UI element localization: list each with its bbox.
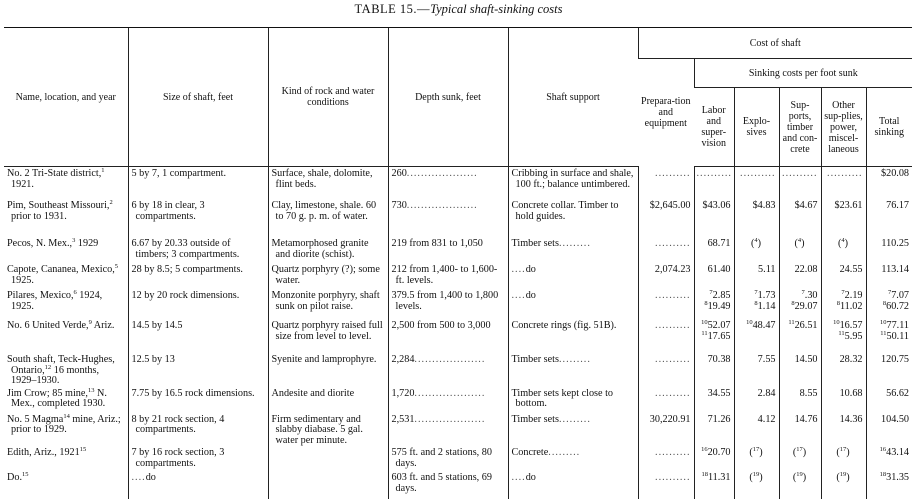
cell-supports: $^7$.30 $^8$29.07 bbox=[779, 289, 821, 319]
table-row bbox=[4, 263, 912, 289]
cell-total: 104.50 bbox=[866, 413, 912, 447]
cell-prep: 2,074.23 bbox=[638, 263, 694, 289]
cell-support: ....do bbox=[508, 289, 638, 319]
cell-size: 14.5 by 14.5 bbox=[128, 319, 268, 353]
cell-labor: 61.40 bbox=[694, 263, 734, 289]
cell-explosives: 2.84 bbox=[734, 387, 779, 413]
cell-size: ....do bbox=[128, 471, 268, 499]
table-title: TABLE 15.—Typical shaft-sinking costs bbox=[354, 2, 563, 16]
cell-depth: 2,284.................... bbox=[388, 353, 508, 387]
cell-other: ($^{19}$) bbox=[821, 471, 866, 499]
cell-support: Concrete rings (fig. 51B). bbox=[508, 319, 638, 353]
cell-prep: $2,645.00 bbox=[638, 199, 694, 237]
cell-support: Timber sets......... bbox=[508, 353, 638, 387]
cell-depth: 212 from 1,400- to 1,600-ft. levels. bbox=[388, 263, 508, 289]
cell-labor: 70.38 bbox=[694, 353, 734, 387]
cell-supports: ($^{19}$) bbox=[779, 471, 821, 499]
cell-rock bbox=[268, 446, 388, 471]
cell-name: Do.$^{15}$ bbox=[7, 471, 29, 483]
header-explosives: Explo-sives bbox=[734, 88, 779, 167]
table-row bbox=[4, 289, 912, 319]
cell-explosives: 5.11 bbox=[734, 263, 779, 289]
cell-total: 113.14 bbox=[866, 263, 912, 289]
cell-depth: 219 from 831 to 1,050 bbox=[388, 237, 508, 263]
cell-rock: Monzonite porphyry, shaft sunk on pilot raise. bbox=[268, 289, 388, 319]
cell-labor: $^7$2.85 $^8$19.49 bbox=[694, 289, 734, 319]
cell-supports: ($^{17}$) bbox=[779, 446, 821, 471]
cell-other: .......... bbox=[821, 167, 866, 200]
cell-rock: Andesite and diorite bbox=[268, 387, 388, 413]
header-other: Other sup-plies, power, miscel-laneous bbox=[821, 88, 866, 167]
table-row bbox=[4, 353, 912, 387]
cell-support: ....do bbox=[508, 263, 638, 289]
cell-labor: .......... bbox=[694, 167, 734, 200]
cell-total: $20.08 bbox=[866, 167, 912, 200]
cell-rock: Quartz porphyry (?); some water. bbox=[268, 263, 388, 289]
cell-rock: Metamorphosed granite and diorite (schist). bbox=[268, 237, 388, 263]
table-row bbox=[4, 199, 912, 237]
cell-support: ....do bbox=[508, 471, 638, 499]
table-row bbox=[4, 237, 912, 263]
cell-other: ($^{17}$) bbox=[821, 446, 866, 471]
cell-prep: .......... bbox=[638, 446, 694, 471]
cell-prep: .......... bbox=[638, 289, 694, 319]
cell-name: Pim, Southeast Missouri,$^2$ prior to 1931. bbox=[7, 199, 113, 222]
cell-prep: 30,220.91 bbox=[638, 413, 694, 447]
cell-supports: 14.76 bbox=[779, 413, 821, 447]
cell-name: No. 2 Tri-State district,$^1$ 1921. bbox=[7, 167, 105, 190]
header-cost: Cost of shaft bbox=[638, 28, 912, 59]
header-prep: Prepara-tion and equipment bbox=[641, 96, 691, 130]
table-row bbox=[4, 471, 912, 499]
cell-support: Concrete......... bbox=[508, 446, 638, 471]
table-row bbox=[4, 387, 912, 413]
cell-depth: 730.................... bbox=[388, 199, 508, 237]
cell-total: $^{18}$31.35 bbox=[866, 471, 912, 499]
header-supports: Sup-ports, timber and con-crete bbox=[779, 88, 821, 167]
cell-supports: 8.55 bbox=[779, 387, 821, 413]
cell-other: 28.32 bbox=[821, 353, 866, 387]
cell-name: Capote, Cananea, Mexico,$^5$ 1925. bbox=[7, 263, 119, 286]
cell-supports: 22.08 bbox=[779, 263, 821, 289]
cell-supports: 14.50 bbox=[779, 353, 821, 387]
cell-depth: 603 ft. and 5 stations, 69 days. bbox=[388, 471, 508, 499]
cell-labor: $^{16}$20.70 bbox=[694, 446, 734, 471]
cell-explosives: .......... bbox=[734, 167, 779, 200]
cell-other: 14.36 bbox=[821, 413, 866, 447]
shaft-cost-table bbox=[4, 27, 912, 499]
cell-total: $^7$7.07 $^8$60.72 bbox=[866, 289, 912, 319]
cell-support: Timber sets......... bbox=[508, 237, 638, 263]
cell-explosives: ($^{19}$) bbox=[734, 471, 779, 499]
cell-depth: 379.5 from 1,400 to 1,800 levels. bbox=[388, 289, 508, 319]
cell-name: No. 6 United Verde,$^9$ Ariz. bbox=[7, 319, 115, 331]
cell-size: 7.75 by 16.5 rock dimensions. bbox=[128, 387, 268, 413]
cell-total: 120.75 bbox=[866, 353, 912, 387]
cell-labor: 68.71 bbox=[694, 237, 734, 263]
cell-total: 56.62 bbox=[866, 387, 912, 413]
cell-other: ($^4$) bbox=[821, 237, 866, 263]
header-sinking: Sinking costs per foot sunk bbox=[694, 59, 912, 88]
cell-total: 76.17 bbox=[866, 199, 912, 237]
cell-size: 6 by 18 in clear, 3 compartments. bbox=[128, 199, 268, 237]
cell-prep: .......... bbox=[638, 319, 694, 353]
cell-rock: Surface, shale, dolomite, flint beds. bbox=[268, 167, 388, 200]
cell-other: $23.61 bbox=[821, 199, 866, 237]
header-depth: Depth sunk, feet bbox=[388, 28, 508, 167]
cell-prep: .......... bbox=[638, 387, 694, 413]
cell-explosives: 4.12 bbox=[734, 413, 779, 447]
cell-prep: .......... bbox=[638, 167, 694, 200]
cell-size: 6.67 by 20.33 outside of timbers; 3 compartments. bbox=[128, 237, 268, 263]
cell-rock: Syenite and lamprophyre. bbox=[268, 353, 388, 387]
cell-explosives: ($^4$) bbox=[734, 237, 779, 263]
cell-other: $^{10}$16.57 $^{11}$5.95 bbox=[821, 319, 866, 353]
cell-explosives: $^7$1.73 $^8$1.14 bbox=[734, 289, 779, 319]
cell-supports: $4.67 bbox=[779, 199, 821, 237]
header-name: Name, location, and year bbox=[4, 28, 128, 167]
header-rock: Kind of rock and water conditions bbox=[268, 28, 388, 167]
cell-supports: ($^4$) bbox=[779, 237, 821, 263]
cell-name: South shaft, Teck-Hughes, Ontario,$^{12}$ 16 months, 1929–1930. bbox=[7, 354, 115, 386]
cell-rock: Clay, limestone, shale. 60 to 70 g. p. m. of water. bbox=[268, 199, 388, 237]
cell-other: 24.55 bbox=[821, 263, 866, 289]
cell-size: 5 by 7, 1 compartment. bbox=[128, 167, 268, 200]
cell-depth: 1,720.................... bbox=[388, 387, 508, 413]
cell-labor: $43.06 bbox=[694, 199, 734, 237]
cell-depth: 575 ft. and 2 stations, 80 days. bbox=[388, 446, 508, 471]
cell-depth: 260.................... bbox=[388, 167, 508, 200]
cell-labor: 34.55 bbox=[694, 387, 734, 413]
table-row bbox=[4, 167, 912, 200]
cell-name: Edith, Ariz., 1921$^{15}$ bbox=[7, 446, 87, 458]
cell-support: Concrete collar. Timber to hold guides. bbox=[508, 199, 638, 237]
cell-support: Timber sets......... bbox=[508, 413, 638, 447]
cell-prep: .......... bbox=[638, 237, 694, 263]
cell-size: 7 by 16 rock section, 3 compartments. bbox=[128, 446, 268, 471]
cell-total: 110.25 bbox=[866, 237, 912, 263]
cell-size: 28 by 8.5; 5 compartments. bbox=[128, 263, 268, 289]
cell-explosives: $4.83 bbox=[734, 199, 779, 237]
cell-depth: 2,500 from 500 to 3,000 bbox=[388, 319, 508, 353]
table-row bbox=[4, 446, 912, 471]
cell-rock: Quartz porphyry raised full size from level to level. bbox=[268, 319, 388, 353]
cell-name: Pecos, N. Mex.,$^3$ 1929 bbox=[7, 237, 99, 249]
cell-size: 12.5 by 13 bbox=[128, 353, 268, 387]
cell-other: 10.68 bbox=[821, 387, 866, 413]
cell-prep: .......... bbox=[638, 471, 694, 499]
cell-explosives: $^{10}$48.47 bbox=[734, 319, 779, 353]
cell-size: 8 by 21 rock section, 4 compartments. bbox=[128, 413, 268, 447]
cell-total: $^{10}$77.11 $^{11}$50.11 bbox=[866, 319, 912, 353]
cell-support: Timber sets kept close to bottom. bbox=[508, 387, 638, 413]
cell-explosives: ($^{17}$) bbox=[734, 446, 779, 471]
cell-labor: $^{18}$11.31 bbox=[694, 471, 734, 499]
cell-other: $^7$2.19 $^8$11.02 bbox=[821, 289, 866, 319]
table-row bbox=[4, 319, 912, 353]
cell-rock: Firm sedimentary and slabby diabase. 5 gal. water per minute. bbox=[268, 413, 388, 447]
cell-name: Pilares, Mexico,$^6$ 1924, 1925. bbox=[7, 289, 103, 312]
cell-size: 12 by 20 rock dimensions. bbox=[128, 289, 268, 319]
header-size: Size of shaft, feet bbox=[128, 28, 268, 167]
cell-rock bbox=[268, 471, 388, 499]
cell-support: Cribbing in surface and shale, 100 ft.; balance untimbered. bbox=[508, 167, 638, 200]
cell-name: No. 5 Magma$^{14}$ mine, Ariz.; prior to 1929. bbox=[7, 412, 121, 435]
cell-labor: $^{10}$52.07 $^{11}$17.65 bbox=[694, 319, 734, 353]
cell-prep: .......... bbox=[638, 353, 694, 387]
cell-explosives: 7.55 bbox=[734, 353, 779, 387]
header-labor: Labor and super-vision bbox=[694, 88, 734, 167]
cell-depth: 2,531.................... bbox=[388, 413, 508, 447]
cell-total: $^{16}$43.14 bbox=[866, 446, 912, 471]
cell-labor: 71.26 bbox=[694, 413, 734, 447]
cell-name: Jim Crow; 85 mine,$^{13}$ N. Mex., completed 1930. bbox=[7, 386, 107, 409]
header-support: Shaft support bbox=[508, 28, 638, 167]
table-row bbox=[4, 413, 912, 447]
header-total: Total sinking bbox=[866, 88, 912, 167]
cell-supports: .......... bbox=[779, 167, 821, 200]
cell-supports: $^{11}$26.51 bbox=[779, 319, 821, 353]
